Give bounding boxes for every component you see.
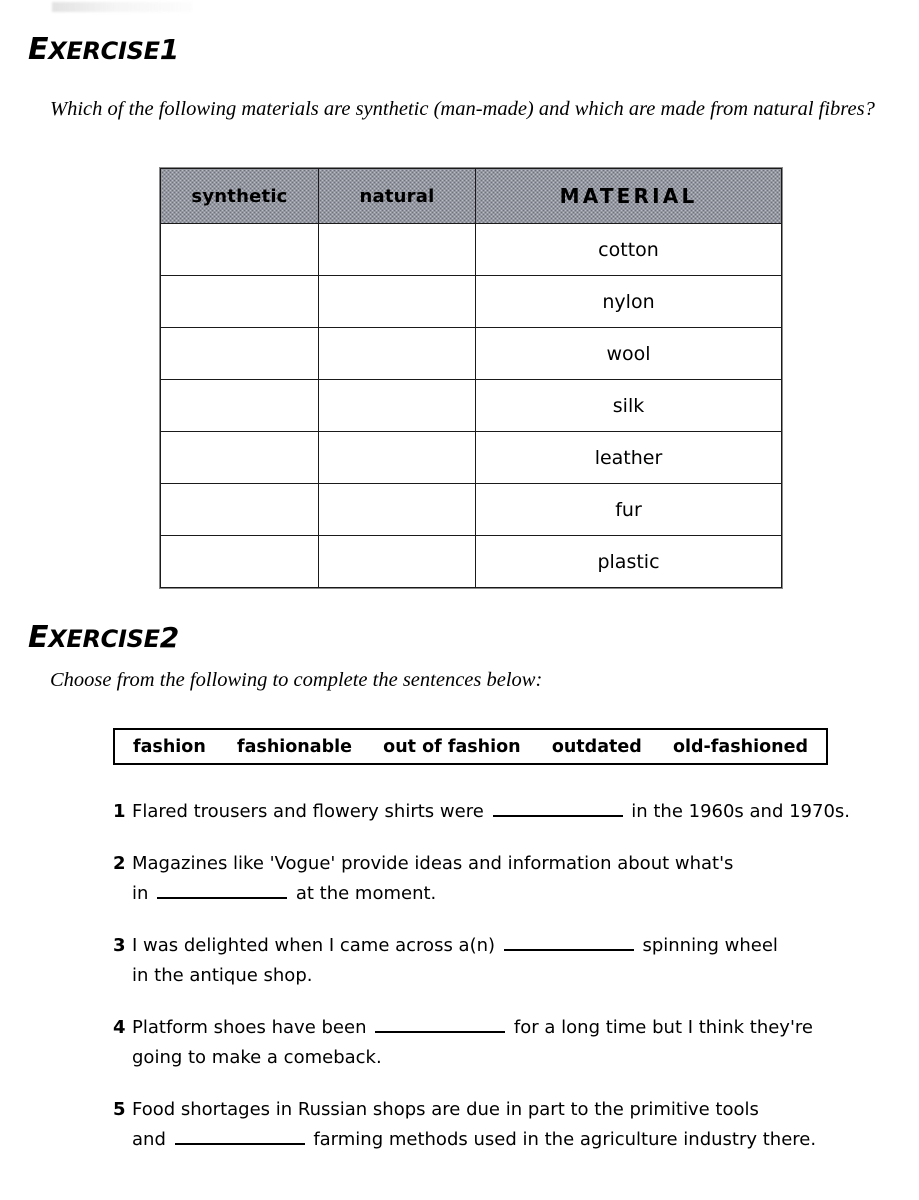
table-row bbox=[161, 536, 782, 588]
table-header-row bbox=[161, 169, 782, 224]
question-line bbox=[132, 849, 733, 879]
cell-synthetic[interactable] bbox=[161, 380, 319, 432]
material-label: wool bbox=[606, 342, 651, 365]
exercise-2-instruction: Choose from the following to complete the sentences below: bbox=[50, 669, 543, 691]
question-text-segment: at the moment. bbox=[290, 883, 437, 904]
materials-table bbox=[160, 168, 782, 588]
question-text-segment: Flared trousers and flowery shirts were bbox=[132, 801, 490, 822]
question-item bbox=[113, 931, 919, 991]
question-line bbox=[132, 961, 778, 991]
question-text-segment: going to make a comeback. bbox=[132, 1047, 382, 1068]
answer-blank[interactable] bbox=[504, 934, 634, 951]
cell-natural[interactable] bbox=[319, 536, 476, 588]
cell-material bbox=[476, 536, 782, 588]
material-label: silk bbox=[612, 394, 645, 417]
column-header-natural bbox=[319, 169, 476, 224]
question-line bbox=[132, 1095, 816, 1125]
question-number: 1 bbox=[113, 801, 126, 822]
cell-synthetic[interactable] bbox=[161, 276, 319, 328]
exercise-1-heading-number: 1 bbox=[159, 33, 179, 66]
question-item bbox=[113, 849, 919, 909]
question-text-segment: Platform shoes have been bbox=[132, 1017, 373, 1038]
question-line bbox=[132, 931, 778, 961]
table-row bbox=[161, 484, 782, 536]
table-row bbox=[161, 328, 782, 380]
answer-blank[interactable] bbox=[175, 1128, 305, 1145]
cell-synthetic[interactable] bbox=[161, 224, 319, 276]
question-item bbox=[113, 797, 919, 827]
question-number: 2 bbox=[113, 853, 126, 874]
table-row bbox=[161, 276, 782, 328]
material-label: leather bbox=[594, 446, 663, 469]
question-line bbox=[132, 879, 733, 909]
answer-blank[interactable] bbox=[375, 1016, 505, 1033]
exercise-1-heading-cap: E bbox=[28, 32, 49, 67]
cell-natural[interactable] bbox=[319, 224, 476, 276]
cell-synthetic[interactable] bbox=[161, 432, 319, 484]
table-row bbox=[161, 224, 782, 276]
question-text-segment: Magazines like 'Vogue' provide ideas and information about what's bbox=[132, 853, 734, 874]
material-label: cotton bbox=[598, 238, 659, 261]
answer-blank[interactable] bbox=[157, 882, 287, 899]
questions-list bbox=[113, 797, 919, 1177]
question-text-segment: in the 1960s and 1970s. bbox=[625, 801, 851, 822]
answer-blank[interactable] bbox=[493, 800, 623, 817]
question-text-segment: Food shortages in Russian shops are due in part to the primitive tools bbox=[132, 1099, 759, 1120]
question-line bbox=[132, 1125, 816, 1155]
cell-material bbox=[476, 328, 782, 380]
word-bank-item[interactable]: old-fashioned bbox=[672, 736, 808, 757]
cell-synthetic[interactable] bbox=[161, 536, 319, 588]
column-header-synthetic-label: synthetic bbox=[191, 185, 288, 207]
exercise-2-heading-cap: E bbox=[28, 620, 49, 655]
question-text bbox=[132, 1013, 813, 1073]
word-bank bbox=[113, 728, 828, 765]
cell-synthetic[interactable] bbox=[161, 484, 319, 536]
exercise-2-heading bbox=[28, 620, 179, 655]
question-number: 3 bbox=[113, 935, 126, 956]
cell-natural[interactable] bbox=[319, 484, 476, 536]
question-line bbox=[132, 797, 850, 827]
question-number: 5 bbox=[113, 1099, 126, 1120]
material-label: plastic bbox=[597, 550, 660, 573]
cell-natural[interactable] bbox=[319, 380, 476, 432]
question-item bbox=[113, 1013, 919, 1073]
cell-material bbox=[476, 380, 782, 432]
column-header-material bbox=[476, 169, 782, 224]
question-text-segment: and bbox=[132, 1129, 172, 1150]
question-line bbox=[132, 1043, 813, 1073]
question-text-segment: I was delighted when I came across a(n) bbox=[132, 935, 501, 956]
column-header-synthetic bbox=[161, 169, 319, 224]
question-line bbox=[132, 1013, 813, 1043]
material-label: nylon bbox=[602, 290, 655, 313]
word-bank-item[interactable]: fashion bbox=[133, 736, 206, 757]
question-item bbox=[113, 1095, 919, 1155]
table-row bbox=[161, 380, 782, 432]
cell-material bbox=[476, 224, 782, 276]
question-text bbox=[132, 1095, 816, 1155]
question-text-segment: in the antique shop. bbox=[132, 965, 313, 986]
question-text bbox=[132, 931, 778, 991]
question-number: 4 bbox=[113, 1017, 126, 1038]
exercise-1-heading-rest: XERCISE bbox=[48, 37, 160, 65]
question-text-segment: in bbox=[132, 883, 155, 904]
question-text-segment: farming methods used in the agriculture industry there. bbox=[307, 1129, 817, 1150]
material-label: fur bbox=[615, 498, 642, 521]
word-bank-item[interactable]: out of fashion bbox=[383, 736, 521, 757]
question-text-segment: for a long time but I think they're bbox=[508, 1017, 813, 1038]
word-bank-item[interactable]: fashionable bbox=[236, 736, 352, 757]
column-header-natural-label: natural bbox=[359, 185, 435, 207]
exercise-2-heading-rest: XERCISE bbox=[48, 625, 160, 653]
table-row bbox=[161, 432, 782, 484]
scan-artifact bbox=[52, 2, 192, 12]
exercise-1-heading bbox=[28, 32, 179, 67]
cell-material bbox=[476, 432, 782, 484]
question-text bbox=[132, 797, 850, 827]
cell-natural[interactable] bbox=[319, 432, 476, 484]
cell-material bbox=[476, 276, 782, 328]
column-header-material-label: MATERIAL bbox=[559, 184, 698, 208]
cell-material bbox=[476, 484, 782, 536]
word-bank-item[interactable]: outdated bbox=[551, 736, 642, 757]
cell-synthetic[interactable] bbox=[161, 328, 319, 380]
exercise-2-heading-number: 2 bbox=[159, 621, 179, 654]
question-text bbox=[132, 849, 733, 909]
exercise-1-instruction: Which of the following materials are synthetic (man-made) and which are made from natural fibres? bbox=[50, 98, 875, 120]
cell-natural[interactable] bbox=[319, 328, 476, 380]
cell-natural[interactable] bbox=[319, 276, 476, 328]
question-text-segment: spinning wheel bbox=[636, 935, 778, 956]
